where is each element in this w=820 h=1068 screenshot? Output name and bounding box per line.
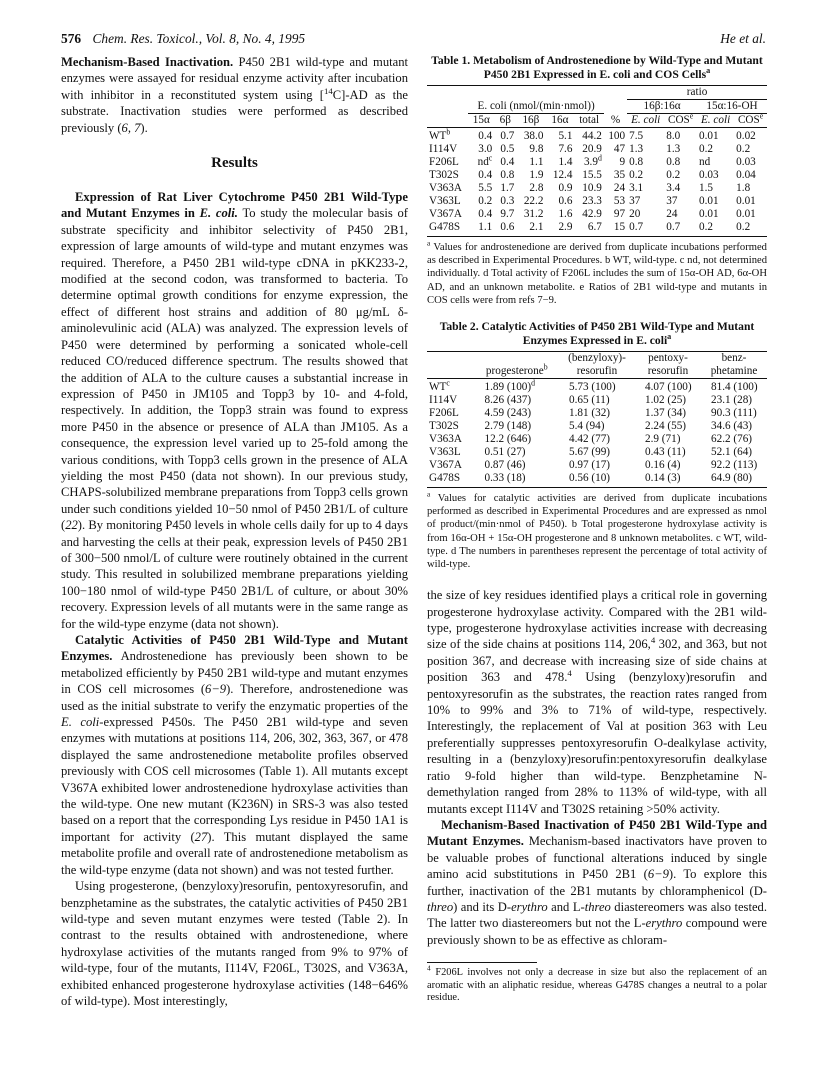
table-cell: 1.1 — [468, 221, 494, 237]
row-label: $WT^c$ — [429, 378, 450, 394]
table-cell: 0.65 (11) — [569, 394, 610, 407]
table-row — [427, 169, 767, 182]
table-cell: 5.67 (99) — [569, 446, 611, 459]
table-cell: 0.03 — [736, 156, 756, 168]
table-cell: 0.2 — [629, 169, 644, 181]
table-cell: 0.4 — [478, 208, 493, 220]
paragraph-heading: Expression of Rat Liver Cytochrome P450 2B1 Wild-Type and Mutant Enzymes in — [61, 190, 408, 221]
table-cell: 9.7 — [500, 208, 515, 220]
table-row — [427, 221, 767, 237]
table-cell: 62.2 (76) — [711, 433, 753, 446]
table-cell: 5.4 (94) — [569, 420, 605, 433]
table-cell: 2.9 — [545, 221, 574, 237]
paragraph-text: C]-AD as the substrate. Inactivation studies were performed as described previously ( — [61, 87, 408, 135]
table-cell: 0.01 — [699, 208, 719, 220]
table-cell: 23.3 — [582, 195, 602, 207]
table-cell: 0.2 — [734, 221, 767, 237]
table-row — [427, 446, 767, 459]
table-cell: 1.4 — [558, 156, 573, 168]
table-cell: 0.2 — [736, 143, 751, 155]
table-cell: 0.2 — [478, 195, 493, 207]
table-cell: 1.89 $(100)^d$ — [484, 378, 536, 394]
paragraph-text: ). By monitoring P450 levels in whole cells daily for up to 4 days and harvesting the cells at their peak, expression levels of P450 2B1 of 300−500 nmol/L of culture were routinely obtained in the current study. This resulted in solubilized membrane preparations yielding 100−180 nmol of wild-type P450 2B1/L of culture, or about 30% recovery. Expression levels of all mutants were in the same range as for the wild-type enzyme (data not shown). — [61, 518, 408, 631]
table-cell: 1.02 (25) — [645, 394, 687, 407]
table-cell: 0.7 — [664, 221, 697, 237]
table-cell: 3.1 — [629, 182, 644, 194]
table-cell: 4.42 (77) — [569, 433, 611, 446]
table-cell: 3.0 — [478, 143, 493, 155]
paragraph-text: Androstenedione has previously been shown to be metabolized efficiently by P450 2B1 wild-type and mutant enzymes in COS cell microsomes ( — [61, 649, 408, 697]
paragraph-heading: Catalytic Activities of P450 2B1 Wild-Type and Mutant Enzymes. — [61, 633, 408, 664]
table-cell: 8.0 — [666, 130, 681, 142]
table-header-row — [427, 100, 767, 114]
table-cell: 0.51 (27) — [484, 446, 526, 459]
table-row — [427, 182, 767, 195]
table-1 — [427, 54, 767, 307]
table-cell: 34.6 (43) — [711, 420, 753, 433]
table-1-footnote: $^a$ Values for androstenedione are derived from duplicate incubations performed as described in Experimental Procedures. b WT, wild-type. c nd, not determined individually. d Total activity of F206L includes the sum of 15α-OH AD, 6α-OH AD, and an unknown metabolite. e Ratios of 2B1 wild-type and mutants in COS cells were from refs 7−9. — [427, 238, 767, 306]
table-cell: 0.8 — [500, 169, 515, 181]
page-number: 576 — [61, 31, 82, 46]
table-row — [427, 472, 767, 488]
table-cell: 10.9 — [582, 182, 602, 194]
reference-citation: 6, 7 — [121, 120, 141, 135]
table-cell: 2.9 (71) — [645, 433, 681, 446]
table-cell: 0.01 — [699, 195, 719, 207]
table-cell: 5.1 — [558, 130, 573, 142]
table-cell: 97 — [613, 208, 626, 220]
right-column — [427, 54, 767, 1005]
table-row — [427, 420, 767, 433]
table-cell: 3.9$^d$ — [583, 153, 602, 168]
table-cell: 2.79 (148) — [484, 420, 532, 433]
table-cell: 0.5 — [500, 143, 515, 155]
table-row — [427, 459, 767, 472]
row-label: V363L — [429, 195, 461, 207]
paragraph-substrates: Using progesterone, (benzyloxy)resorufin, pentoxyresorufin, and benzphetamine as the substrates, the catalytic activities of P450 2B1 wild-type and seven mutant enzymes were tested (Table 2). In contrast to the results obtained with androstenedione, where hydroxylase activities of the mutants ranged from 9% to 97% of wild-type, four of the mutants, I114V, F206L, T302S, and V363A, exhibited enhanced progesterone hydroxylase activities (148−646% of wild-type). Most interestingly, — [61, 879, 408, 1008]
table-cell: 3.4 — [666, 182, 681, 194]
paragraph-catalytic — [61, 632, 408, 878]
table-cell: 1.1 — [529, 156, 544, 168]
paragraph-expression — [61, 189, 408, 632]
paragraph-mechanism-inactivation: Mechanism-Based Inactivation of P450 2B1 Wild-Type and Mutant Enzymes. Mechanism-based inactivators have proven to be valuable probes of functional alterations induced by single amino acid substitutions in P450 2B1 (6−9). To explore this further, inactivation of the 2B1 mutants by chloramphenicol (D-threo) and its D-erythro and L-threo diastereomers was also tested. The latter two diastereomers but not the L-erythro compound were previously shown to be as effective as chloram- — [427, 817, 767, 947]
table-cell: 0.7 — [500, 130, 515, 142]
paragraph-heading: E. coli. — [199, 206, 238, 221]
column-header: 16β — [516, 114, 545, 128]
table-cell: 0.2 — [697, 221, 734, 237]
table-cell: 0.3 — [500, 195, 515, 207]
table-cell: 1.3 — [666, 143, 681, 155]
table-cell: 24 — [613, 182, 626, 194]
row-label: V367A — [429, 208, 462, 220]
table-cell: 12.2 (646) — [484, 433, 532, 446]
table-cell: 37 — [629, 195, 641, 207]
table-cell: 1.81 (32) — [569, 407, 611, 420]
column-header: total — [574, 114, 603, 128]
table-cell: 81.4 (100) — [711, 381, 758, 394]
table-cell: 5.73 (100) — [569, 381, 616, 394]
paragraph-progesterone: the size of key residues identified plays a critical role in governing progesterone hydroxylase activity. Compared with the 2B1 wild-type, progesterone hydroxylase activities increase with decreasing size of the side chains at positions 114, 206,$^4$ 302, and 363, but not position 367, and decrease with increasing size of side chains at position 363 and 478.$^4$ Using (benzyloxy)resorufin and pentoxyresorufin as the substrates, the reaction rates ranged from 10% to 99% and 3% to 71% of wild-type, respectively. Interestingly, the replacement of Val at position 363 with Leu preferentially suppresses pentoxyresorufin O-dealkylase activity, resulting in a (benzyloxy)resorufin:pentoxyresorufin dealkylase ratio 9-fold higher than wild-type. Benzphetamine N-demethylation ranged from 28% to 113% of wild-type, with all mutants except I114V and T302S retaining >50% activity. — [427, 588, 767, 816]
paragraph-heading: Mechanism-Based Inactivation of P450 2B1 Wild-Type and Mutant Enzymes. — [427, 817, 767, 849]
left-column — [61, 54, 408, 1009]
row-label: V367A — [429, 459, 462, 472]
table-cell: 22.2 — [523, 195, 544, 207]
table-2-footnote: $^a$ Values for catalytic activities are derived from duplicate incubations performed as described in Experimental Procedures and are expressed as nmol of product/(min·nmol of P450). b Total progesterone hydroxylase activity is from 16α-OH + 15α-OH progesterone and 8 unknown metabolites. c WT, wild-type. d The numbers in parentheses represent the percentage of total activity of wild-type. — [427, 489, 767, 571]
table-1-caption: Table 1. Metabolism of Androstenedione by Wild-Type and Mutant P450 2B1 Expressed in E. coli and COS Cells$^a$ — [431, 54, 763, 81]
table-cell: 90.3 (111) — [711, 407, 757, 420]
table-row — [427, 379, 767, 395]
table-cell: 15 — [604, 221, 627, 237]
table-cell: 37 — [666, 195, 678, 207]
running-authors: He et al. — [720, 31, 766, 46]
table-cell: 8.26 (437) — [484, 394, 532, 407]
table-cell: 7.6 — [558, 143, 573, 155]
table-cell: 0.33 (18) — [475, 472, 559, 488]
column-header: 16α — [545, 114, 574, 128]
table-row — [427, 128, 767, 144]
table-2-body — [427, 379, 767, 488]
table-cell: 0.6 — [558, 195, 573, 207]
reference-citation: 22 — [65, 518, 78, 533]
table-cell: 0.87 (46) — [484, 459, 526, 472]
table-row — [427, 407, 767, 420]
row-label: $WT^b$ — [429, 127, 451, 142]
table-cell: 0.4 — [478, 169, 493, 181]
table-cell: 20.9 — [582, 143, 602, 155]
table-cell: 0.8 — [629, 156, 644, 168]
table-cell: 15.5 — [582, 169, 602, 181]
table-cell: 1.7 — [500, 182, 515, 194]
table-2-grid — [427, 351, 767, 488]
table-cell: 2.24 (55) — [645, 420, 687, 433]
table-cell: 7.5 — [629, 130, 644, 142]
table-cell: 1.3 — [629, 143, 644, 155]
table-cell: 0.02 — [736, 130, 756, 142]
table-cell: 35 — [613, 169, 626, 181]
table-header-row — [427, 86, 767, 100]
paragraph-text: To study the molecular basis of substrate specificity and inhibitor selectivity of P450 2B1, expression of large amounts of wild-type and mutant enzymes was required. Therefore, a P450 2B1 wild-type cDNA in pKK233-2, modified at the second codon, was transformed to bacteria. To determine optimal growth conditions for enzyme expression, the effect of different host strains and addition of 80 μg/mL δ-aminolevulinic acid (ALA) was analyzed. The expression levels of P450 were determined by performing a sonicated whole-cell reduced CO/reduced difference spectrum. The results showed that the addition of ALA to the culture causes a substantial increase in expression of P450 in JM105 and Topp3 by 10- and 4-fold, respectively. In addition, the Topp3 strain was found to express more P450 in the absence or presence of ALA than JM105. As a consequence, the expression level varied up to 25-fold among the various conditions, with Topp3 cells grown in the presence of ALA yielding the most P450 (data not shown). In our previous study, CHAPS-solubilized membrane preparations from Topp3 cells grown under such conditions yielded 10−50 nmol of P450 2B1/L of culture ( — [61, 206, 408, 533]
table-2 — [427, 320, 767, 571]
row-label: T302S — [429, 420, 459, 433]
paragraph-text: ). This mutant displayed the same metabolite profile and overall rate of androstenedione metabolism as the wild-type enzyme (data not shown) and was not tested further. — [61, 829, 408, 877]
superscript: 14 — [323, 85, 333, 96]
table-cell: 53 — [613, 195, 626, 207]
paragraph-text: P450 2B1 wild-type and mutant enzymes were assayed for residual enzyme activity after incubation with inhibitor in a reconstituted system using [ — [61, 55, 408, 102]
table-cell: 6.7 — [574, 221, 603, 237]
table-cell: 100 — [608, 130, 626, 142]
footnote-4: $^4$ F206L involves not only a decrease in size but also the replacement of an aromatic with an aliphatic residue, whereas G478S changes a neutral to a polar residue. — [427, 964, 767, 1004]
table-cell: 12.4 — [552, 169, 573, 181]
table-cell: 31.2 — [523, 208, 544, 220]
row-label: F206L — [429, 156, 459, 168]
section-heading-results: Results — [211, 155, 258, 172]
row-label: V363A — [429, 433, 462, 446]
paragraph-text: ). Therefore, androstenedione was used as the initial substrate to verify the enzymatic properties of the — [61, 682, 408, 713]
row-label: F206L — [429, 407, 459, 420]
table-cell: 9.8 — [529, 143, 544, 155]
header-16beta-16alpha: 16β:16α — [627, 100, 697, 114]
table-cell: 1.37 (34) — [645, 407, 687, 420]
table-cell: 1.8 — [736, 182, 751, 194]
table-cell: 0.6 — [494, 221, 516, 237]
table-cell: 4.59 (243) — [484, 407, 532, 420]
table-column-headers — [427, 114, 767, 128]
table-row — [427, 208, 767, 221]
column-header: 6β — [494, 114, 516, 128]
table-cell: 20 — [629, 208, 641, 220]
row-label: G478S — [427, 472, 475, 488]
table-row — [427, 394, 767, 407]
table-2-caption: Table 2. Catalytic Activities of P450 2B1 Wild-Type and Mutant Enzymes Expressed in E. coli$^a$ — [439, 320, 755, 348]
column-header: 15α — [468, 114, 494, 128]
journal-citation: Chem. Res. Toxicol., Vol. 8, No. 4, 1995 — [92, 31, 306, 46]
table-row — [427, 433, 767, 446]
column-header: E. coli — [697, 114, 734, 128]
header-ratio: ratio — [627, 86, 767, 100]
paragraph-heading: Mechanism-Based Inactivation. — [61, 55, 234, 69]
organism-name: E. coli — [61, 715, 100, 730]
table-cell: 24 — [666, 208, 678, 220]
table-cell: nd — [699, 156, 711, 168]
table-cell: 0.56 (10) — [559, 472, 635, 488]
table-cell: 38.0 — [523, 130, 544, 142]
table-column-headers — [427, 352, 767, 379]
header-ecoli-group: E. coli (nmol/(min·nmol)) — [468, 100, 604, 114]
table-1-grid — [427, 85, 767, 237]
table-cell: 52.1 (64) — [711, 446, 753, 459]
column-header: E. coli — [627, 114, 664, 128]
table-cell: 0.01 — [736, 195, 756, 207]
table-cell: 0.2 — [666, 169, 681, 181]
header-benzyloxyresorufin: (benzyloxy)-resorufin — [559, 352, 635, 379]
table-cell: 64.9 (80) — [701, 472, 767, 488]
paragraph-inactivation-methods — [61, 54, 408, 136]
table-cell: 4.07 (100) — [645, 381, 692, 394]
table-cell: 44.2 — [582, 130, 602, 142]
table-cell: 0.01 — [736, 208, 756, 220]
table-row — [427, 195, 767, 208]
table-cell: 47 — [613, 143, 626, 155]
table-cell: 0.8 — [666, 156, 681, 168]
table-cell: 0.04 — [736, 169, 756, 181]
table-cell: 5.5 — [478, 182, 493, 194]
table-cell: 0.97 (17) — [569, 459, 611, 472]
table-cell: 0.43 (11) — [645, 446, 686, 459]
table-cell: 1.5 — [699, 182, 713, 194]
table-cell: 0.01 — [699, 130, 719, 142]
column-header: COS$^e$ — [734, 114, 767, 128]
row-label: V363A — [429, 182, 462, 194]
header-pentoxyresorufin: pentoxy-resorufin — [635, 352, 701, 379]
table-cell: 0.4 — [478, 130, 493, 142]
header-progesterone: progesterone$^b$ — [475, 352, 559, 379]
table-cell: 0.03 — [699, 169, 719, 181]
reference-citation: 6−9 — [205, 682, 227, 697]
table-1-body — [427, 128, 767, 237]
table-cell: 0.14 (3) — [635, 472, 701, 488]
row-label: I114V — [429, 394, 458, 407]
header-15alpha-16oh: 15α:16-OH — [697, 100, 767, 114]
column-header: COS$^e$ — [664, 114, 697, 128]
table-cell: 0.7 — [627, 221, 664, 237]
table-cell: 1.9 — [529, 169, 544, 181]
table-cell: 0.2 — [699, 143, 713, 155]
table-cell: 2.1 — [516, 221, 545, 237]
row-label: G478S — [427, 221, 468, 237]
paragraph-text: ). — [140, 120, 148, 135]
paragraph-text: -expressed P450s. The P450 2B1 wild-type and seven enzymes with mutations at positions 114, 206, 302, 363, 367, or 478 displayed the same androstenedione metabolite profiles observed previously with COS cell microsomes (Table 1). All mutants except V367A exhibited lower androstenedione hydroxylase activities than the wild-type. One new mutant (K236N) in SRS-3 was also tested based on a report that the corresponding Lys residue in P450 1A1 is important for activity ( — [61, 715, 409, 844]
table-cell: 0.16 (4) — [645, 459, 681, 472]
row-label: V363L — [429, 446, 461, 459]
row-label: I114V — [429, 143, 458, 155]
table-cell: 23.1 (28) — [711, 394, 753, 407]
table-cell: 0.4 — [500, 156, 515, 168]
table-cell: 9 — [619, 156, 626, 168]
reference-citation: 27 — [194, 829, 208, 844]
table-cell: $nd^c$ — [477, 153, 493, 168]
table-cell: 92.2 (113) — [711, 459, 758, 472]
table-cell: 2.8 — [529, 182, 544, 194]
footnote-divider — [427, 962, 537, 963]
table-row — [427, 156, 767, 169]
row-label: T302S — [429, 169, 459, 181]
table-cell: 42.9 — [582, 208, 602, 220]
header-benzphetamine: benz-phetamine — [701, 352, 767, 379]
column-header: % — [604, 114, 627, 128]
table-cell: 0.9 — [558, 182, 573, 194]
running-head — [61, 31, 766, 49]
table-cell: 1.6 — [558, 208, 573, 220]
